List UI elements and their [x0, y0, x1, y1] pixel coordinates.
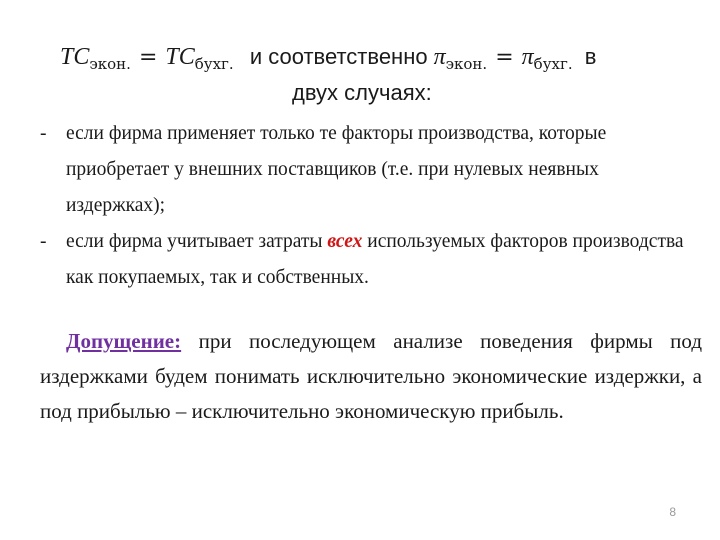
formula-continuation: двух случаях: [292, 80, 432, 105]
bullet-dash: - [40, 231, 47, 252]
formula-connector: и соответственно [249, 44, 428, 69]
equals-sign: = [138, 45, 158, 70]
profit-acct: $\pi_{бухг.}$ [521, 44, 573, 73]
bullet-text-2b: используемых факторов производства как покупаемых, так и собственных. [66, 231, 684, 288]
assumption-label: Допущение: [66, 329, 182, 353]
page-number: 8 [669, 505, 676, 519]
bullet-dash: - [40, 123, 47, 144]
tc-acct: $TC_{бухг.}$ [165, 44, 234, 73]
profit-econ: $\pi_{экон.}$ [433, 44, 488, 73]
bullet-text-1: если фирма применяет только те факторы производства, которые приобретает у внешних поставщиков (т.е. при нулевых неявных издержках); [66, 123, 607, 216]
formula-trail: в [584, 44, 597, 69]
bullet-list [40, 116, 700, 296]
bullet-text-2a: если фирма учитывает затраты [66, 231, 328, 252]
formula-line [60, 42, 700, 74]
tc-econ: $TC_{экон.}$ [60, 44, 131, 73]
bullet-item-2 [40, 224, 700, 296]
emphasis-word: всех [327, 231, 363, 252]
equals-sign-2: = [495, 45, 514, 70]
assumption-text: при последующем анализе поведения фирмы под издержками будем понимать исключительно экономические издержки, а под прибылью – исключительно экономическую прибыль. [40, 329, 702, 423]
assumption-paragraph [40, 324, 702, 429]
bullet-item-1 [40, 116, 700, 224]
